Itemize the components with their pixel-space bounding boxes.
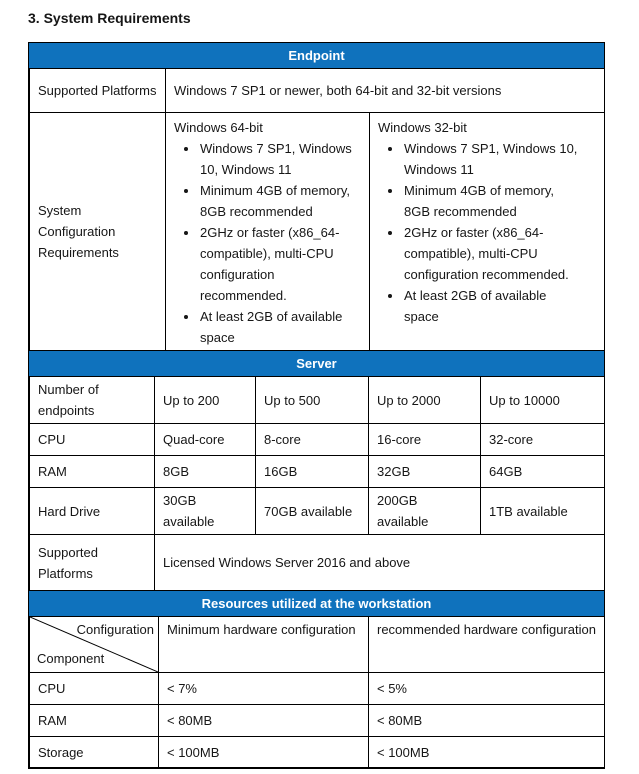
bullet-item: • At least 2GB of available space xyxy=(403,285,583,327)
section-header-server xyxy=(29,351,604,376)
table-row xyxy=(30,424,605,456)
resources-table xyxy=(29,616,605,768)
cell-value: < 80MB xyxy=(159,705,369,737)
table-row xyxy=(30,113,605,351)
corner-label-configuration: Configuration xyxy=(76,622,154,637)
cell-value: < 7% xyxy=(159,673,369,705)
bullet-item: • Minimum 4GB of memory, 8GB recommended xyxy=(403,180,583,222)
cell-label: Hard Drive xyxy=(30,488,155,535)
bullet-item: • At least 2GB of available space xyxy=(199,306,361,348)
cell-win64-config xyxy=(166,113,370,351)
cell-label: Storage xyxy=(30,737,159,768)
cell-label: CPU xyxy=(30,424,155,456)
bullet-list xyxy=(174,138,361,348)
cell-value: 1TB available xyxy=(481,488,605,535)
section-header-endpoint xyxy=(29,43,604,68)
cell-label: Supported Platforms xyxy=(30,535,155,591)
table-row xyxy=(30,705,605,737)
table-row xyxy=(30,617,605,673)
cell-value: Windows 7 SP1 or newer, both 64-bit and 32-bit versions xyxy=(166,69,605,113)
cell-value: 30GB available xyxy=(155,488,256,535)
server-table xyxy=(29,376,605,591)
cell-value: < 100MB xyxy=(369,737,605,768)
table-row xyxy=(30,535,605,591)
section-header-resources xyxy=(29,591,604,616)
cell-value: 200GB available xyxy=(369,488,481,535)
cell-label: Supported Platforms xyxy=(30,69,166,113)
cell-label: Number of endpoints xyxy=(30,377,155,424)
section-header-label: Resources utilized at the workstation xyxy=(201,596,432,611)
cell-value: 16-core xyxy=(369,424,481,456)
cell-value: < 100MB xyxy=(159,737,369,768)
cell-value: Up to 10000 xyxy=(481,377,605,424)
cell-value: Licensed Windows Server 2016 and above xyxy=(155,535,605,591)
diagonal-header-cell xyxy=(30,617,159,673)
cell-value: Up to 500 xyxy=(256,377,369,424)
cell-label: System Configuration Requirements xyxy=(30,113,166,351)
cell-value: < 80MB xyxy=(369,705,605,737)
cell-value: 70GB available xyxy=(256,488,369,535)
table-row xyxy=(30,488,605,535)
bullet-item: • Windows 7 SP1, Windows 10, Windows 11 xyxy=(199,138,361,180)
cell-value: 64GB xyxy=(481,456,605,488)
bullet-item: • Windows 7 SP1, Windows 10, Windows 11 xyxy=(403,138,583,180)
cell-value: < 5% xyxy=(369,673,605,705)
section-header-label: Endpoint xyxy=(288,48,345,63)
bullet-item: • 2GHz or faster (x86_64-compatible), multi-CPU configuration recommended. xyxy=(403,222,583,285)
cell-value: 8-core xyxy=(256,424,369,456)
cell-win32-config xyxy=(370,113,605,351)
cell-value: Up to 2000 xyxy=(369,377,481,424)
page-title: 3. System Requirements xyxy=(28,10,191,26)
cell-label: CPU xyxy=(30,673,159,705)
bullet-list xyxy=(378,138,596,327)
cell-value: 32-core xyxy=(481,424,605,456)
bullet-item: • 2GHz or faster (x86_64-compatible), multi-CPU configuration recommended. xyxy=(199,222,361,306)
table-row xyxy=(30,673,605,705)
column-header: Minimum hardware configuration xyxy=(159,617,369,673)
cell-value: 8GB xyxy=(155,456,256,488)
cell-value: 16GB xyxy=(256,456,369,488)
table-row xyxy=(30,737,605,768)
cell-label: RAM xyxy=(30,705,159,737)
cell-value: Up to 200 xyxy=(155,377,256,424)
table-row xyxy=(30,377,605,424)
system-requirements-table xyxy=(28,42,605,769)
cell-label: RAM xyxy=(30,456,155,488)
corner-label-component: Component xyxy=(37,651,105,666)
bullet-item: • Minimum 4GB of memory, 8GB recommended xyxy=(199,180,361,222)
os-heading: Windows 64-bit xyxy=(174,120,263,135)
column-header: recommended hardware configuration xyxy=(369,617,605,673)
section-header-label: Server xyxy=(296,356,337,371)
endpoint-table xyxy=(29,68,605,351)
table-row xyxy=(30,69,605,113)
cell-value: 32GB xyxy=(369,456,481,488)
table-row xyxy=(30,456,605,488)
os-heading: Windows 32-bit xyxy=(378,120,467,135)
cell-value: Quad-core xyxy=(155,424,256,456)
